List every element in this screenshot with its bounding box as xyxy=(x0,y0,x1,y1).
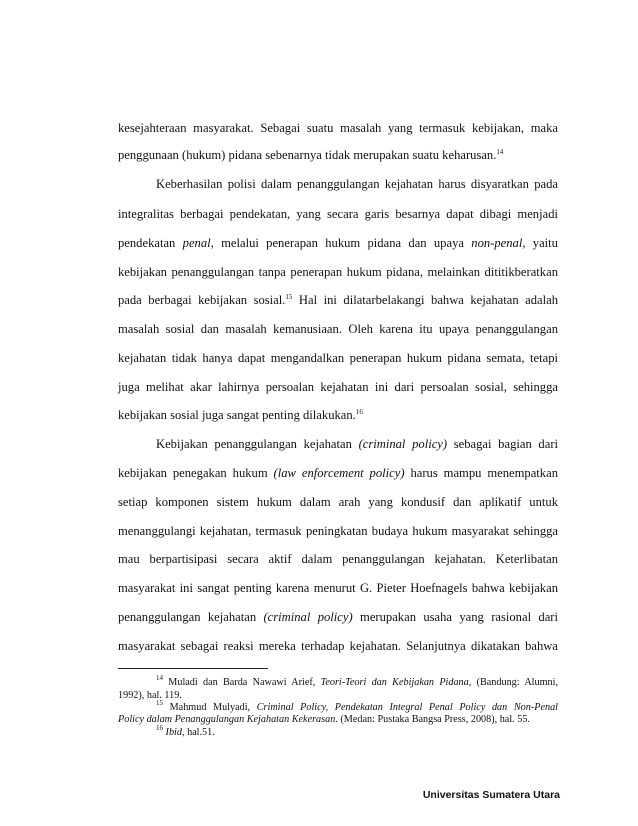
body-line-16: mau berpartisipasi secara aktif dalam penanggulangan kejahatan. Keterlibatan xyxy=(118,552,558,566)
footnote-separator xyxy=(118,668,268,669)
body-line-8: masalah sosial dan masalah kemanusiaan. Oleh karena itu upaya penanggulangan xyxy=(118,322,558,336)
body-line-2: penggunaan (hukum) pidana sebenarnya tidak merupakan suatu keharusan.$^{14}$ xyxy=(118,148,504,162)
footnote-ref-15[interactable]: 15 xyxy=(285,293,293,301)
body-line-6: kebijakan penanggulangan tanpa penerapan hukum pidana, melainkan dititikberatkan xyxy=(118,265,558,279)
body-line-15: menanggulangi kejahatan, termasuk peningkatan budaya hukum masyarakat sehingga xyxy=(118,524,558,538)
footnote-16: $^{16}$ Ibid, hal.51. xyxy=(156,724,215,738)
footnote-15-cont: Policy dalam Penanggulangan Kejahatan Kekerasan. (Medan: Pustaka Bangsa Press, 2008), hal. 55. xyxy=(118,714,530,725)
body-line-14: setiap komponen sistem hukum dalam arah yang kondusif dan aplikatif untuk xyxy=(118,495,558,509)
body-line-9: kejahatan tidak hanya dapat mengandalkan penerapan hukum pidana semata, tetapi xyxy=(118,351,558,365)
body-line-4: integralitas berbagai pendekatan, yang secara garis besarnya dapat dibagi menjadi xyxy=(118,207,558,221)
body-line-19: masyarakat sebagai reaksi mereka terhadap kejahatan. Selanjutnya dikatakan bahwa xyxy=(118,639,558,653)
body-line-13: kebijakan penegakan hukum (law enforcement policy) harus mampu menempatkan xyxy=(118,466,558,480)
footnote-14: $^{14}$ Muladi dan Barda Nawawi Arief, Teori-Teori dan Kebijakan Pidana, (Bandung: Alumni, xyxy=(156,674,558,688)
university-footer: Universitas Sumatera Utara xyxy=(422,789,560,801)
footnote-14-cont: 1992), hal. 119. xyxy=(118,690,182,701)
body-line-5: pendekatan penal, melalui penerapan hukum pidana dan upaya non-penal, yaitu xyxy=(118,236,558,250)
body-line-10: juga melihat akar lahirnya persoalan kejahatan ini dari persoalan sosial, sehingga xyxy=(118,380,558,394)
body-line-18: penanggulangan kejahatan (criminal policy) merupakan usaha yang rasional dari xyxy=(118,610,559,624)
footnote-ref-16[interactable]: 16 xyxy=(355,408,363,416)
body-line-17: masyarakat ini sangat penting karena menurut G. Pieter Hoefnagels bahwa kebijakan xyxy=(118,581,558,595)
body-line-1: kesejahteraan masyarakat. Sebagai suatu masalah yang termasuk kebijakan, maka xyxy=(118,121,558,135)
footnote-15: $^{15}$ Mahmud Mulyadi, Criminal Policy, Pendekatan Integral Penal Policy dan Non-Penal xyxy=(156,699,558,713)
body-line-3: Keberhasilan polisi dalam penanggulangan kejahatan harus disyaratkan pada xyxy=(156,177,558,191)
body-line-11: kebijakan sosial juga sangat penting dilakukan.$^{16}$ xyxy=(118,408,363,422)
body-line-7: pada berbagai kebijakan sosial.$^{15}$ Hal ini dilatarbelakangi bahwa kejahatan adalah xyxy=(118,293,558,307)
footnote-ref-14[interactable]: 14 xyxy=(496,148,504,156)
body-line-12: Kebijakan penanggulangan kejahatan (criminal policy) sebagai bagian dari xyxy=(156,437,559,451)
